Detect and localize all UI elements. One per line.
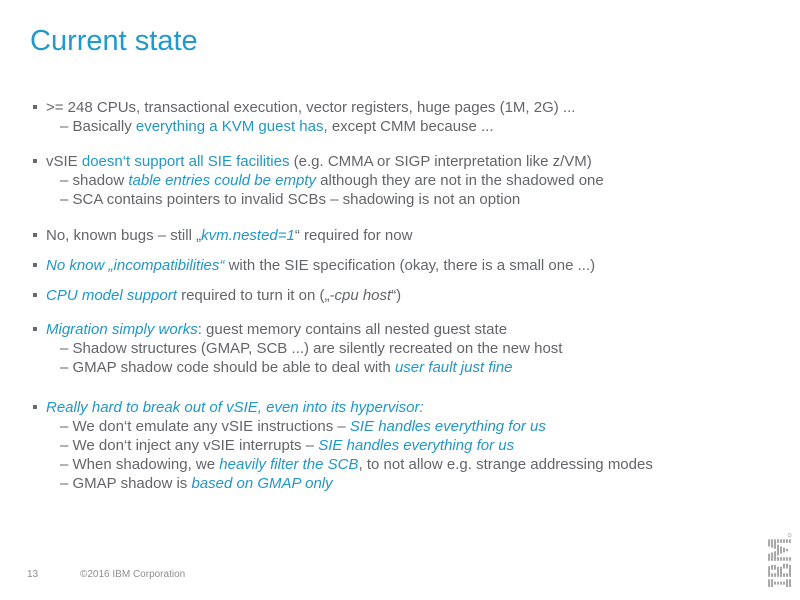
- text-segment: , except CMM because ...: [323, 118, 494, 135]
- text-segment: SIE handles everything for us: [349, 418, 546, 435]
- text-segment: , to not allow e.g. strange addressing modes: [358, 456, 653, 473]
- sub-bullet-line: [30, 455, 790, 474]
- bullet-square-icon: [33, 405, 37, 409]
- bullet-line: [30, 398, 790, 417]
- bullet-line: [30, 320, 790, 339]
- text-segment: Really hard to break out of vSIE, even into its hypervisor:: [46, 399, 424, 416]
- text-segment: No know „incompatibilities“: [46, 257, 225, 274]
- text-segment: CPU model support: [46, 287, 177, 304]
- text-segment: doesn‘t support all SIE facilities: [81, 153, 290, 170]
- bullet-square-icon: [33, 105, 37, 109]
- sub-bullet-line: [30, 474, 790, 493]
- sub-bullet-line: [30, 117, 790, 136]
- text-segment: – GMAP shadow code should be able to deal with: [60, 359, 395, 376]
- text-segment: user fault just fine: [394, 359, 513, 376]
- bullet-group: [30, 286, 790, 305]
- bullet-line: [30, 98, 790, 117]
- text-segment: – We don‘t inject any vSIE interrupts –: [60, 437, 319, 454]
- text-segment: – We don‘t emulate any vSIE instructions –: [60, 418, 350, 435]
- bullet-line: [30, 226, 790, 245]
- sub-bullet-line: [30, 358, 790, 377]
- bullet-group: [30, 152, 790, 209]
- bullet-square-icon: [33, 233, 37, 237]
- ibm-logo-icon: [768, 525, 792, 587]
- bullet-line: [30, 152, 790, 171]
- text-segment: table entries could be empty: [128, 172, 317, 189]
- ibm-logo: [748, 524, 800, 588]
- bullet-square-icon: [33, 293, 37, 297]
- text-segment: – GMAP shadow is: [60, 475, 192, 492]
- text-segment: everything a KVM guest has: [135, 118, 324, 135]
- bullet-group: [30, 256, 790, 275]
- sub-bullet-line: [30, 190, 790, 209]
- text-segment: SIE handles everything for us: [318, 437, 515, 454]
- text-segment: Migration simply works: [46, 321, 198, 338]
- bullet-group: [30, 398, 790, 493]
- sub-bullet-line: [30, 171, 790, 190]
- text-segment: – Shadow structures (GMAP, SCB ...) are silently recreated on the new host: [60, 340, 563, 357]
- text-segment: although they are not in the shadowed one: [316, 172, 604, 189]
- bullet-group: [30, 226, 790, 245]
- page-number: 13: [27, 569, 39, 580]
- slide-body: [30, 98, 790, 493]
- text-segment: based on GMAP only: [191, 475, 333, 492]
- slide-title: Current state: [30, 25, 198, 57]
- sub-bullet-line: [30, 417, 790, 436]
- text-segment: vSIE: [46, 153, 82, 170]
- text-segment: – Basically: [60, 118, 136, 135]
- text-segment: No, known bugs – still „: [46, 227, 202, 244]
- bullet-line: [30, 286, 790, 305]
- bullet-square-icon: [33, 159, 37, 163]
- bullet-group: [30, 98, 790, 136]
- bullet-square-icon: [33, 263, 37, 267]
- text-segment: (e.g. CMMA or SIGP interpretation like z/VM): [289, 153, 592, 170]
- copyright: ©2016 IBM Corporation: [80, 569, 186, 580]
- sub-bullet-line: [30, 339, 790, 358]
- text-segment: heavily filter the SCB: [219, 456, 359, 473]
- bullet-square-icon: [33, 327, 37, 331]
- text-segment: required to turn it on („: [176, 287, 330, 304]
- text-segment: – When shadowing, we: [60, 456, 220, 473]
- text-segment: “): [391, 287, 402, 304]
- text-segment: – shadow: [60, 172, 129, 189]
- text-segment: “ required for now: [294, 227, 413, 244]
- text-segment: -cpu host: [329, 287, 392, 304]
- text-segment: : guest memory contains all nested guest state: [197, 321, 508, 338]
- text-segment: with the SIE specification (okay, there is a small one ...): [224, 257, 596, 274]
- text-segment: kvm.nested=1: [201, 227, 295, 244]
- text-segment: >= 248 CPUs, transactional execution, vector registers, huge pages (1M, 2G) ...: [46, 99, 576, 116]
- bullet-line: [30, 256, 790, 275]
- bullet-group: [30, 320, 790, 377]
- sub-bullet-line: [30, 436, 790, 455]
- text-segment: – SCA contains pointers to invalid SCBs – shadowing is not an option: [60, 191, 521, 208]
